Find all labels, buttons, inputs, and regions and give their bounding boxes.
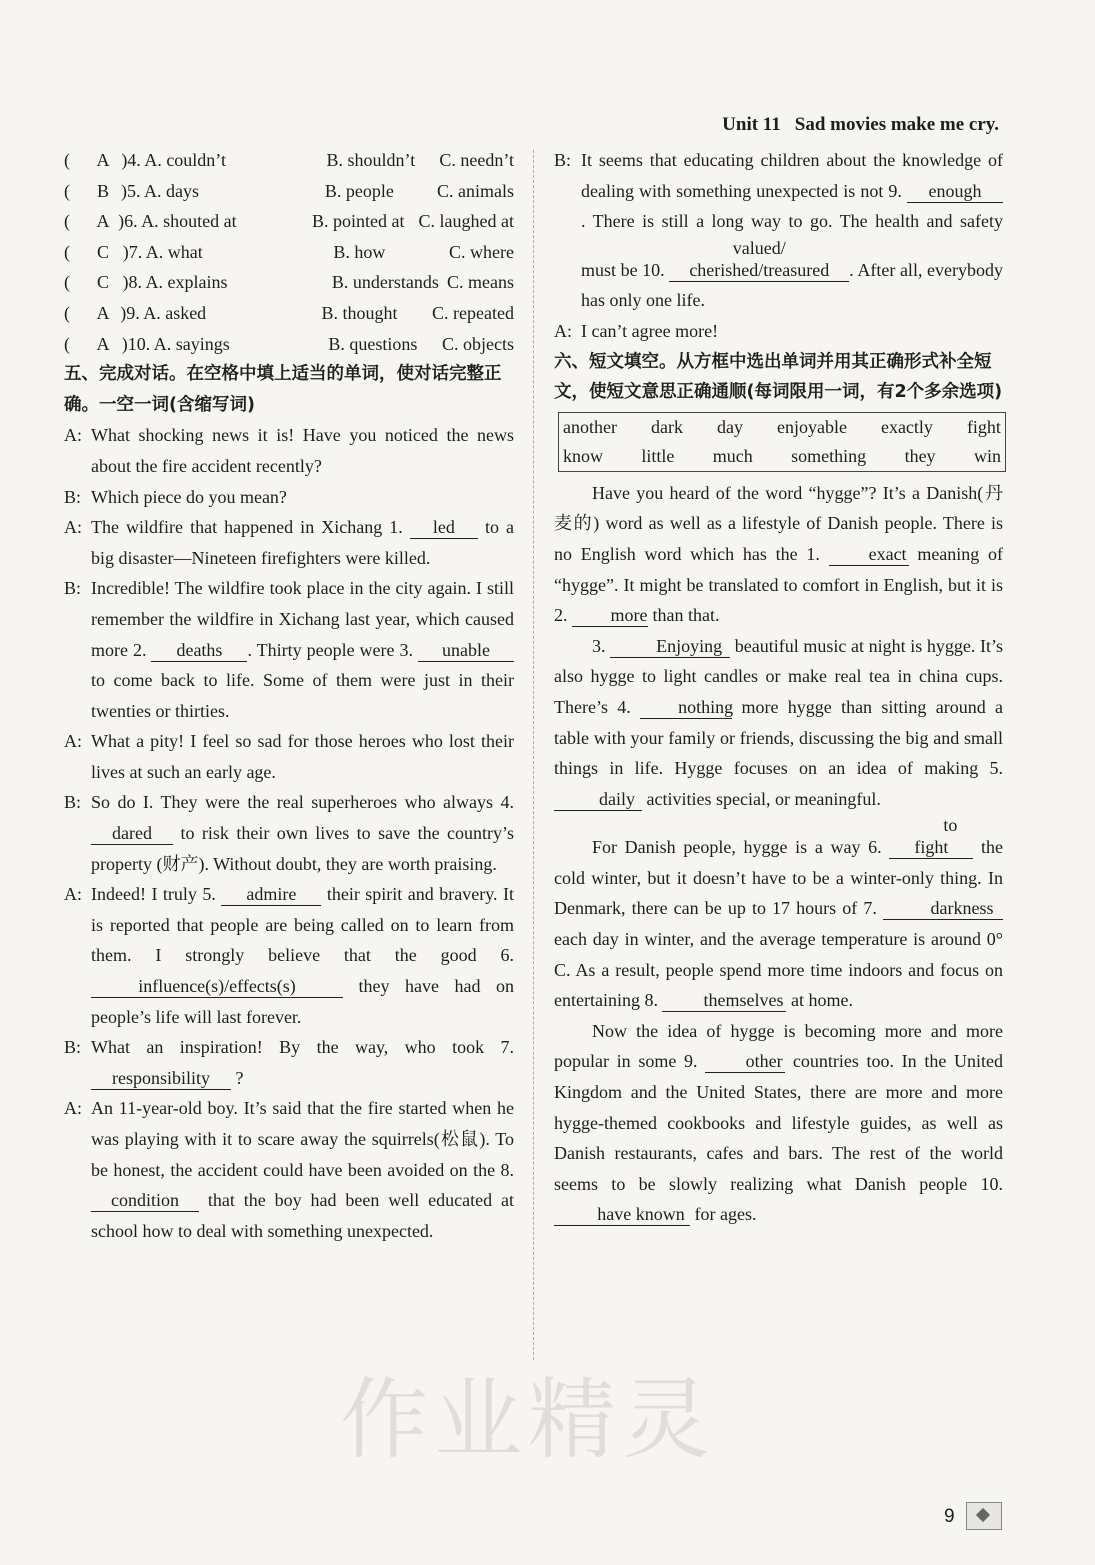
dialog-line <box>554 145 1003 316</box>
choice-row <box>64 267 514 298</box>
option-a: )7. A. what <box>122 241 203 262</box>
answer-blank: responsibility <box>91 1067 231 1090</box>
speaker: A: <box>64 731 82 752</box>
dialog-line <box>64 512 514 573</box>
option-a: )8. A. explains <box>122 272 228 293</box>
dialog-line <box>64 726 514 787</box>
dialog-line <box>64 573 514 726</box>
passage-text: meaning of “hygge”. It might be translated to comfort in English, but it is 2. <box>554 543 1004 626</box>
option-c: C. animals <box>436 180 514 201</box>
word-row <box>563 442 1001 471</box>
choice-row <box>64 206 514 237</box>
dialog-text: . Thirty people were 3. <box>247 639 414 660</box>
choice-answer: A <box>96 333 110 354</box>
answer-blank: to fight <box>889 814 973 859</box>
passage-text: at home. <box>790 990 853 1011</box>
choice-row <box>64 237 514 268</box>
speaker: B: <box>64 792 82 813</box>
answer-bracket: ( A <box>64 329 122 360</box>
option-a: )6. A. shouted at <box>118 211 237 232</box>
answer-blank: led <box>410 516 478 539</box>
passage-text: Have you heard of the word “hygge”? It’s a Danish(丹麦的) word as well as a lifestyle of Danish people. There is no English word which has the 1. <box>554 482 1003 564</box>
page-header <box>722 114 999 136</box>
dialog-text: that the boy had been well educated at school how to deal with something unexpected. <box>91 1190 514 1241</box>
answer-blank: nothing <box>640 696 732 719</box>
word-row <box>563 413 1001 442</box>
passage-text: For Danish people, hygge is a way 6. <box>592 837 882 858</box>
choice-answer: B <box>96 180 109 201</box>
choice-row <box>64 329 514 360</box>
option-c: C. repeated <box>432 302 514 323</box>
option-a: )5. A. days <box>120 180 199 201</box>
passage-paragraph <box>554 631 1003 815</box>
dialog-text: to risk their own lives to save the country’s property (财产). Without doubt, they are worth praising. <box>91 823 514 874</box>
speaker: B: <box>64 578 82 599</box>
word: another <box>563 416 617 437</box>
speaker: A: <box>64 884 82 905</box>
answer-bracket: ( A <box>64 206 118 237</box>
passage-text: for ages. <box>694 1204 757 1225</box>
unit-label: Unit 11 <box>722 114 781 135</box>
answer-blank: valued/ cherished/treasured <box>669 237 849 282</box>
dialog-line <box>554 316 1003 347</box>
word: day <box>716 416 743 437</box>
speaker: A: <box>554 320 572 341</box>
word: exactly <box>880 416 933 437</box>
passage-text: countries too. In the United Kingdom and the United States, there are more and more hygge-themed cookbooks and lifestyle guides, as well as Danish restaurants, cafes and bars. The rest of the world seems to be slowly realizing what Danish people 10. <box>554 1051 1003 1194</box>
passage-text: the cold winter, but it doesn’t have to be a winter-only thing. In Denmark, there can be up to 17 hours of 7. <box>554 837 1003 919</box>
passage-text: beautiful music at night is hygge. It’s also hygge to light candles or make real tea in china cups. There’s 4. <box>554 635 1004 717</box>
column-divider <box>533 150 534 1360</box>
passage-text: activities special, or meaningful. <box>646 788 881 809</box>
speaker: B: <box>554 150 572 170</box>
option-a: )4. A. couldn’t <box>121 150 226 170</box>
answer-bracket: ( B <box>64 176 121 207</box>
section-5-title: 五、完成对话。在空格中填上适当的单词，使对话完整正确。一空一词(含缩写词) <box>64 364 502 415</box>
answer-blank: Enjoying <box>610 635 730 658</box>
dialog-text: . After all, everybody has only one life. <box>581 259 1004 311</box>
right-column <box>554 145 1003 1230</box>
option-c: C. means <box>447 272 514 293</box>
dialog-line <box>64 787 514 879</box>
answer-blank: unable <box>418 639 514 662</box>
dialog-text: Indeed! I truly 5. <box>91 884 216 905</box>
word: know <box>563 445 603 466</box>
option-b: B. shouldn’t <box>326 150 416 170</box>
option-b: B. thought <box>321 302 398 323</box>
dialog-line <box>64 1093 514 1246</box>
answer-blank: condition <box>91 1189 199 1212</box>
passage-text: more hygge than sitting around a table with your family or friends, discussing the big and small things in life. Hygge focuses on an idea of making 5. <box>554 696 1003 779</box>
dialog-text: Incredible! The wildfire took place in the city again. I still remember the wildfire in Xichang last year, which caused more 2. <box>91 578 514 660</box>
option-a: )10. A. sayings <box>121 333 230 354</box>
answer-bracket: ( C <box>64 237 123 268</box>
dialog-text: The wildfire that happened in Xichang 1. <box>91 517 403 538</box>
dialog-line <box>64 420 514 481</box>
option-c: C. where <box>449 241 514 262</box>
word: fight <box>966 416 1001 437</box>
answer-blank: more <box>572 604 648 627</box>
word: little <box>641 445 675 466</box>
choice-list <box>64 145 514 359</box>
answer-blank: influence(s)/effects(s) <box>91 975 343 998</box>
dialog-text: An 11-year-old boy. It’s said that the fire started when he was playing with it to scare away the squirrels(松鼠). To be honest, the accident could have been avoided on the 8. <box>91 1098 514 1180</box>
dialog-line <box>64 879 514 1032</box>
passage-paragraph <box>554 478 1003 631</box>
answer-bracket: ( A <box>64 298 120 329</box>
dialog-text: to a big disaster—Nineteen firefighters were killed. <box>91 517 515 568</box>
answer-blank: other <box>705 1050 785 1073</box>
choice-answer: A <box>96 211 110 232</box>
answer-blank: darkness <box>883 897 1003 920</box>
choice-row <box>64 176 514 207</box>
page-mark-icon <box>966 1502 1002 1530</box>
word: dark <box>650 416 683 437</box>
word-box <box>558 412 1006 472</box>
answer-bracket: ( C <box>64 267 122 298</box>
answer-blank: daily <box>554 788 642 811</box>
word: they <box>904 445 936 466</box>
choice-row <box>64 298 514 329</box>
dialog-line <box>64 1032 514 1093</box>
watermark: 作业精灵 <box>340 1368 717 1471</box>
word: win <box>973 445 1001 466</box>
dialog-text: . There is still a long way to go. The health and safety must be 10. <box>581 211 1003 280</box>
word: much <box>712 445 753 466</box>
word: something <box>791 445 867 466</box>
dialog-text: they have had on people’s life will last forever. <box>91 976 514 1027</box>
option-c: C. objects <box>442 333 514 354</box>
dialog-line <box>64 482 514 513</box>
answer-blank: have known <box>554 1203 690 1226</box>
unit-title: Sad movies make me cry. <box>794 114 999 135</box>
option-a: )9. A. asked <box>120 302 207 323</box>
answer-blank: admire <box>221 883 321 906</box>
speaker: B: <box>64 486 82 507</box>
option-b: B. pointed at <box>311 211 405 232</box>
choice-answer: C <box>96 241 109 262</box>
section-6-title: 六、短文填空。从方框中选出单词并用其正确形式补全短文，使短文意思正确通顺(每词限用一词，有2个多余选项) <box>554 351 1003 403</box>
passage-paragraph <box>554 814 1003 1016</box>
answer-blank: enough <box>907 180 1003 203</box>
passage-text: than that. <box>652 605 720 626</box>
dialog-text: What an inspiration! By the way, who took 7. <box>91 1037 514 1058</box>
option-c: C. needn’t <box>439 150 514 170</box>
answer-blank: exact <box>829 543 909 566</box>
dialog-text: ? <box>235 1067 244 1088</box>
choice-answer: A <box>96 150 110 170</box>
dialog-text: Which piece do you mean? <box>91 486 287 507</box>
option-c: C. laughed at <box>418 211 514 232</box>
answer-blank: deaths <box>151 639 247 662</box>
option-b: B. how <box>333 241 386 262</box>
answer-blank: dared <box>91 822 173 845</box>
passage-text: 3. <box>592 635 606 656</box>
option-b: B. questions <box>328 333 418 354</box>
choice-answer: C <box>96 272 109 293</box>
passage-paragraph <box>554 1016 1003 1230</box>
dialog-text: I can’t agree more! <box>581 320 719 341</box>
dialog-text: So do I. They were the real superheroes who always 4. <box>91 792 514 813</box>
dialog-text: to come back to life. Some of them were just in their twenties or thirties. <box>91 670 514 721</box>
speaker: B: <box>64 1037 82 1058</box>
passage-text: Now the idea of hygge is becoming more and more popular in some 9. <box>554 1020 1003 1072</box>
answer-blank: themselves <box>662 989 786 1012</box>
choice-answer: A <box>96 302 110 323</box>
dialog-text: What shocking news it is! Have you noticed the news about the fire accident recently? <box>91 425 514 476</box>
dialog-text: It seems that educating children about the knowledge of dealing with something unexpected is not 9. <box>581 150 1003 201</box>
word: enjoyable <box>776 416 847 437</box>
speaker: A: <box>64 1098 82 1119</box>
option-b: B. understands <box>331 272 439 293</box>
speaker: A: <box>64 517 82 538</box>
dialog-text: What a pity! I feel so sad for those heroes who lost their lives at such an early age. <box>91 731 514 782</box>
left-column <box>64 145 514 1246</box>
speaker: A: <box>64 425 82 446</box>
passage-text: each day in winter, and the average temperature is around 0° C. As a result, people spend more time indoors and focus on entertaining 8. <box>554 929 1003 1011</box>
page-number: 9 <box>944 1506 955 1527</box>
option-b: B. people <box>324 180 394 201</box>
answer-bracket: ( A <box>64 145 121 176</box>
dialog-text: their spirit and bravery. It is reported that people are being called on to learn from them. I strongly believe that the good 6. <box>91 884 515 966</box>
choice-row <box>64 145 514 176</box>
